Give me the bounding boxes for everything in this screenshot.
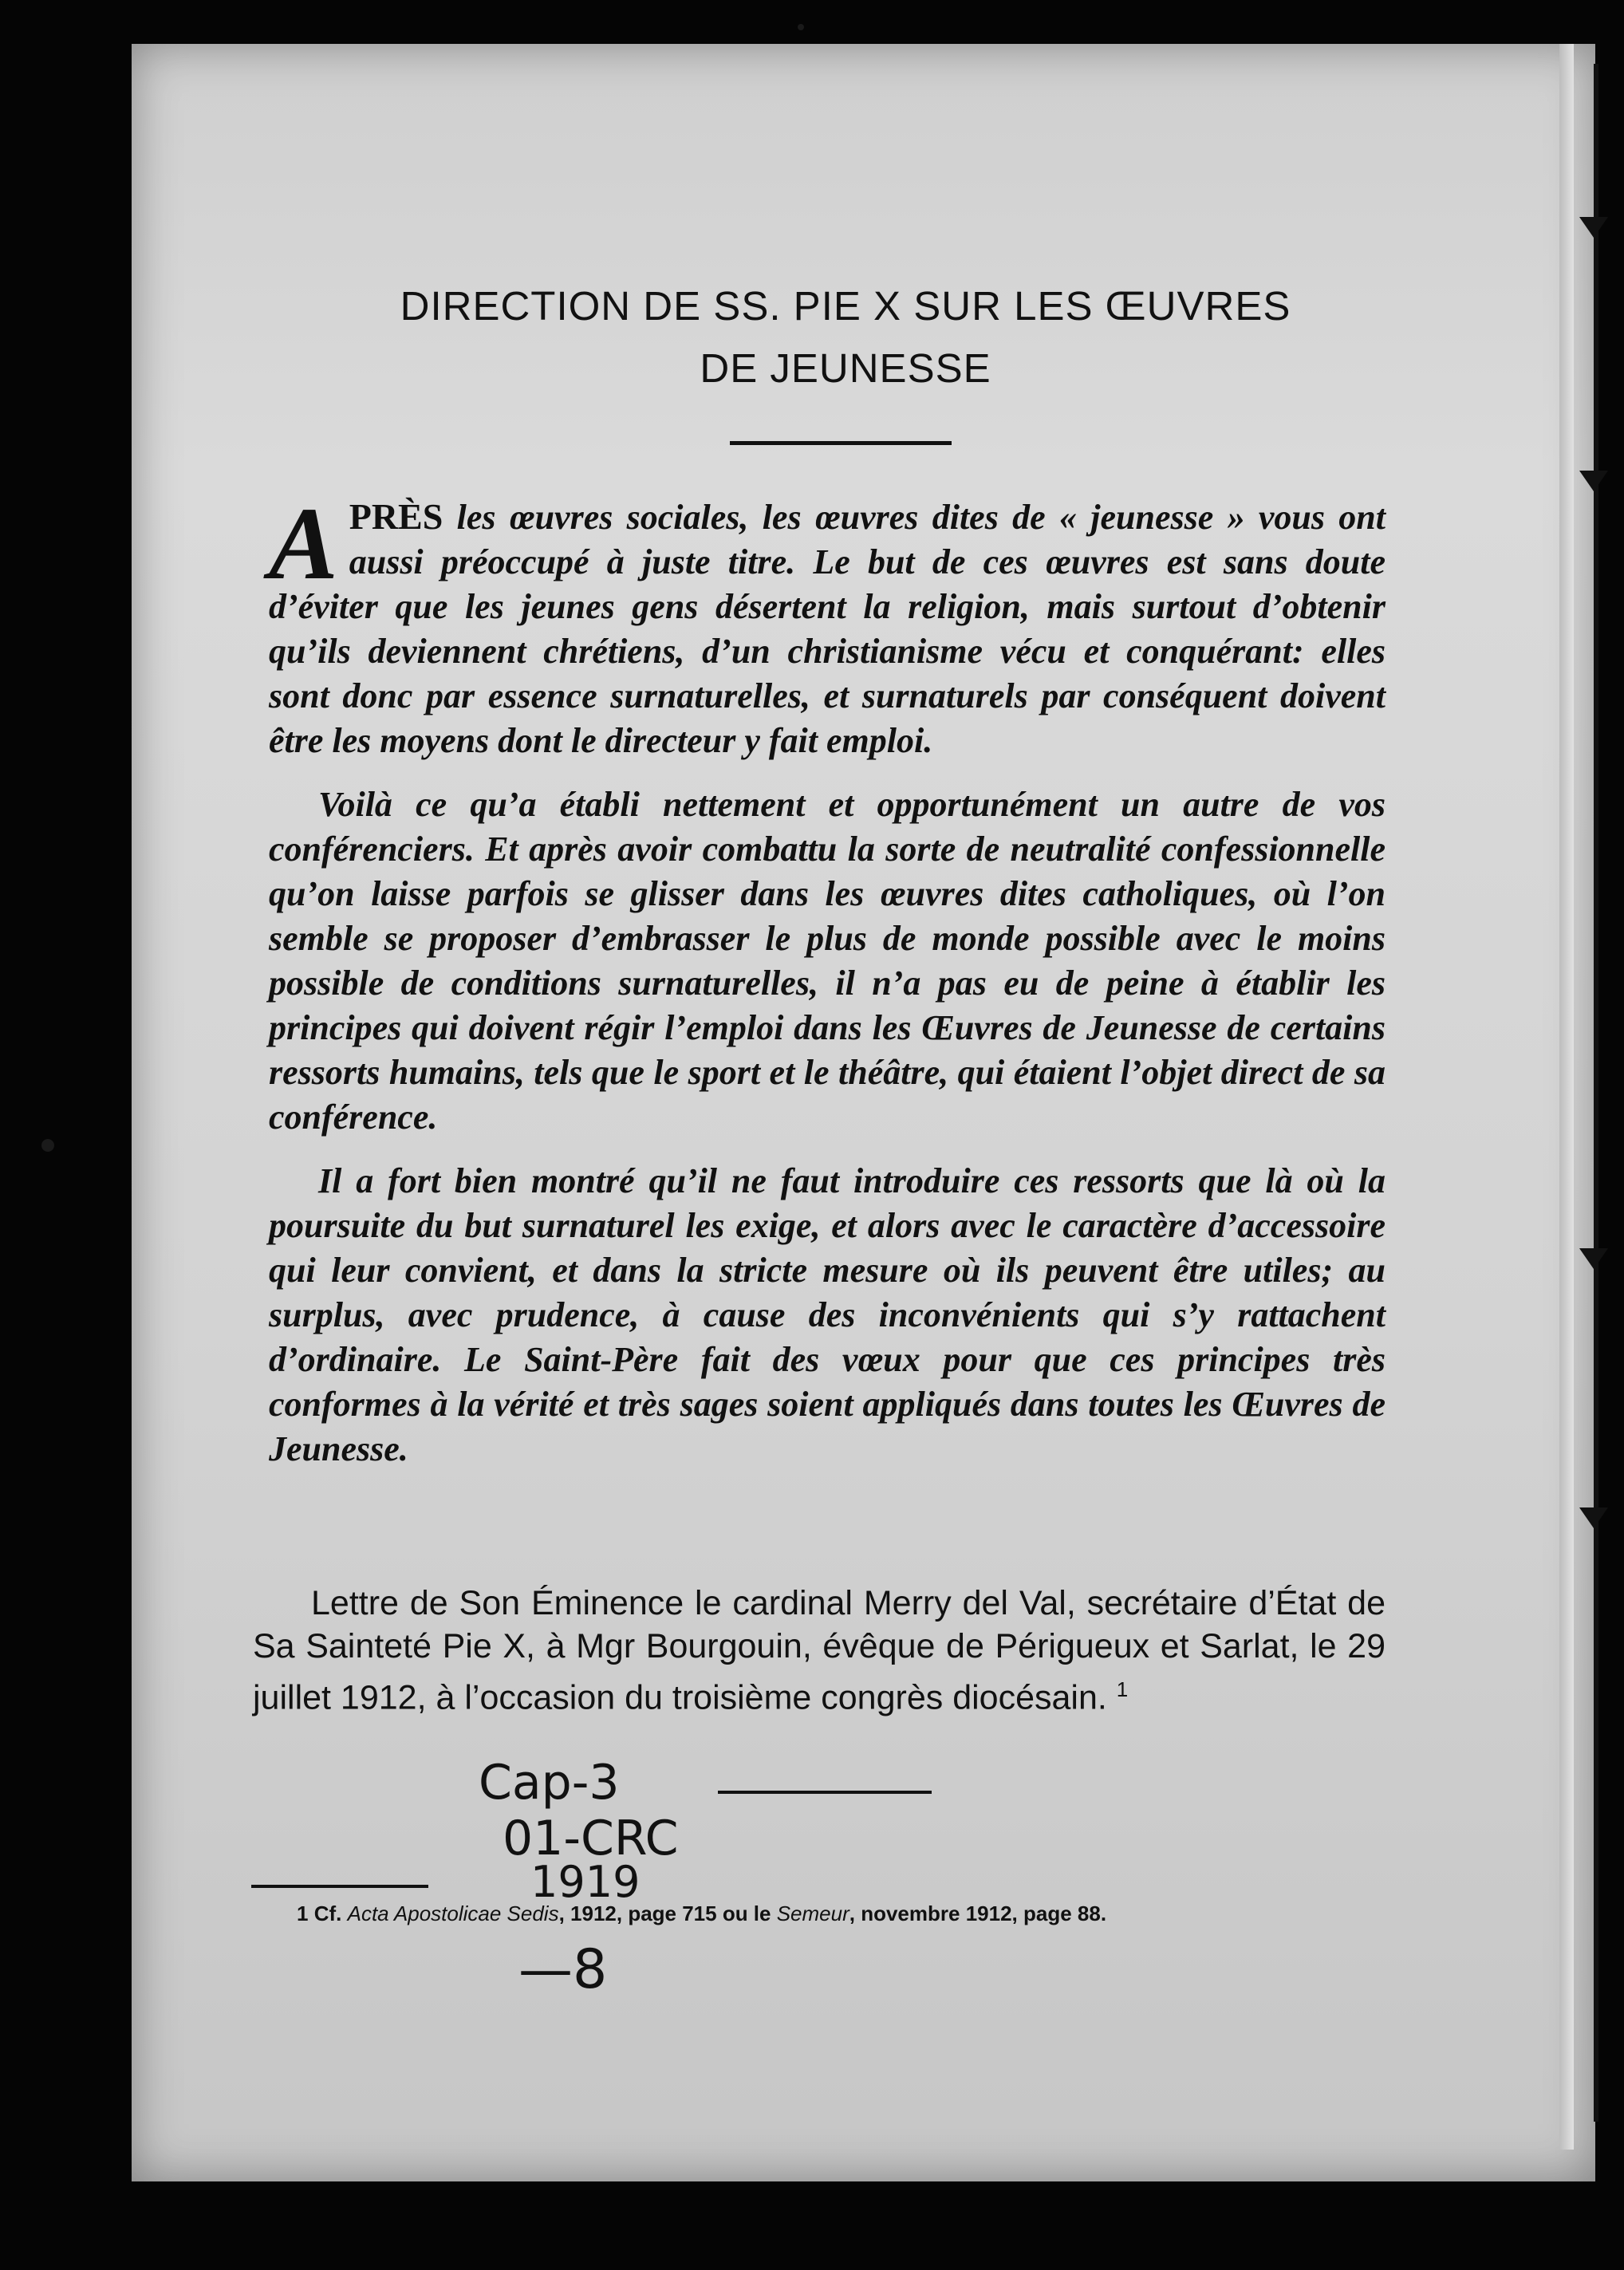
triangle-marker-icon — [1579, 1507, 1608, 1528]
title-divider — [730, 441, 952, 445]
drop-cap: A — [269, 487, 338, 601]
handwritten-note-3: 1919 — [530, 1857, 641, 1907]
triangle-marker-icon — [1579, 1248, 1608, 1269]
letter-text: Lettre de Son Éminence le cardinal Merry del Val, secrétaire d’État de Sa Sainteté Pie X, à Mgr Bourgouin, évêque de Périgueux et Sarlat, le 29 juillet 1912, à l’occasion du troisième congrès diocésain. — [253, 1584, 1386, 1717]
scan-speck — [798, 24, 804, 30]
adjacent-page-edge — [1559, 44, 1574, 2150]
footnote-reference: 1 — [1116, 1677, 1129, 1701]
paragraph-1 — [269, 487, 1386, 763]
paragraph-1-text: les œuvres sociales, les œuvres dites de « jeunesse » vous ont aussi préoccupé à juste titre. Le but de ces œuvres est sans doute d’éviter que les jeunes gens désertent la religion, mais surtout d’obtenir qu’ils deviennent chrétiens, d’un christianisme vécu et conquérant: elles sont donc par essence surnaturelles, et surnaturels par conséquent doivent être les moyens dont le directeur y fait emploi. — [269, 498, 1386, 760]
handwritten-note-2: 01-CRC — [503, 1811, 679, 1866]
handwritten-note-4: —8 — [518, 1938, 608, 2001]
title-line-2: DE JEUNESSE — [700, 345, 991, 391]
footnote — [297, 1900, 1334, 1927]
footnote-middle: , 1912, page 715 ou le — [558, 1902, 777, 1925]
footnote-source-2: Semeur — [776, 1902, 849, 1925]
paragraph-2: Voilà ce qu’a établi nettement et opportunément un autre de vos conférenciers. Et après avoir combattu la sorte de neutralité confessionnelle qu’on laisse parfois se glisser dans les œuvres dites catholiques, où l’on semble se proposer d’embrasser le plus de monde possible avec le moins possible de conditions surnaturelles, il n’a pas eu de peine à établir les principes qui doivent régir l’emploi dans les Œuvres de Jeunesse de certains ressorts humains, tels que le sport et le théâtre, qui étaient l’objet direct de sa conférence. — [269, 785, 1386, 1137]
footnote-source-1: Acta Apostolicae Sedis — [347, 1902, 559, 1925]
title-line-1: DIRECTION DE SS. PIE X SUR LES ŒUVRES — [400, 283, 1291, 329]
footnote-mark: 1 — [297, 1902, 309, 1925]
page-border-line — [1594, 64, 1598, 2122]
smallcaps-word: PRÈS — [349, 496, 443, 537]
handwritten-underline — [718, 1791, 932, 1794]
main-text — [269, 487, 1386, 1491]
triangle-marker-icon — [1579, 471, 1608, 491]
footnote-cf: Cf. — [313, 1902, 342, 1925]
page-title — [239, 275, 1452, 400]
paragraph-3: Il a fort bien montré qu’il ne faut introduire ces ressorts que là où la poursuite du but surnaturel les exige, et alors avec le caractère d’accessoire qui leur convient, et dans la stricte mesure où ils peuvent être utiles; au surplus, avec prudence, à cause des inconvénients qui s’y rattachent d’ordinaire. Le Saint-Père fait des vœux pour que ces principes très conformes à la vérité et très sages soient appliqués dans toutes les Œuvres de Jeunesse. — [269, 1161, 1386, 1468]
footnote-end: , novembre 1912, page 88. — [849, 1902, 1107, 1925]
letter-attribution — [253, 1582, 1386, 1719]
scan-speck — [41, 1139, 54, 1152]
footnote-rule — [251, 1885, 428, 1888]
triangle-marker-icon — [1579, 217, 1608, 238]
handwritten-note-1: Cap-3 — [479, 1755, 620, 1811]
